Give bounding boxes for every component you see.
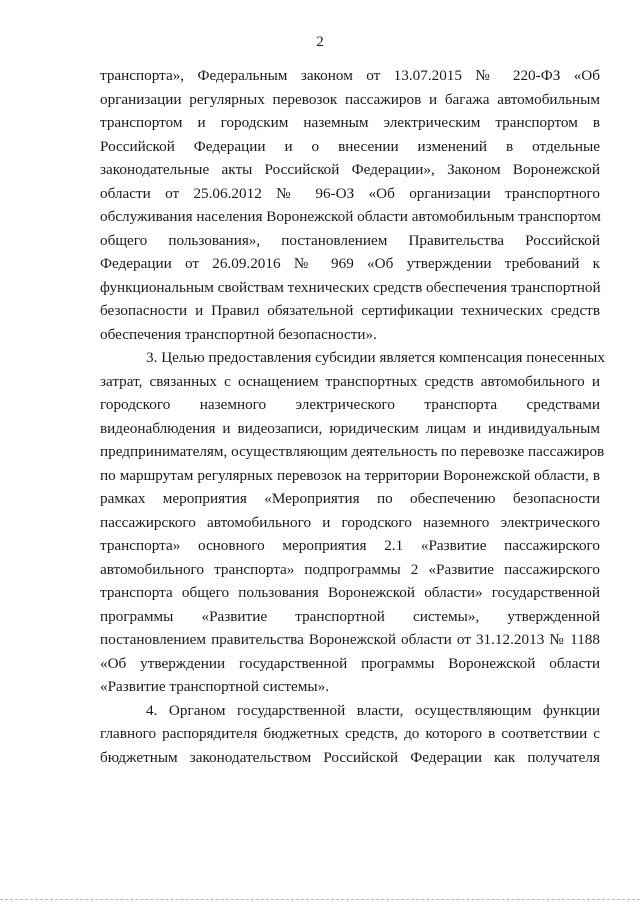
text-line: «Об утверждении государственной программы Воронежской области: [100, 654, 600, 672]
text-line: рамках мероприятия «Мероприятия по обеспечению безопасности: [100, 490, 600, 507]
page-number: 2: [316, 34, 324, 50]
text-line: безопасности и Правил обязательной сертификации технических средств: [100, 302, 600, 319]
text-line: транспорта общего пользования Воронежской области» государственной: [100, 584, 600, 601]
text-line: функциональным свойствам технических средств обеспечения транспортной: [100, 278, 601, 296]
scan-edge-line: [0, 899, 640, 900]
text-line: законодательные акты Российской Федерации», Законом Воронежской: [100, 161, 600, 178]
text-line: общего пользования», постановлением Правительства Российской: [100, 231, 600, 249]
document-body: [100, 64, 605, 769]
text-line: транспортом и городским наземным электрическим транспортом в: [100, 114, 600, 131]
text-line: программы «Развитие транспортной системы», утвержденной: [100, 607, 600, 625]
text-line: организации регулярных перевозок пассажиров и багажа автомобильным: [100, 90, 600, 108]
text-line: видеонаблюдения и видеозаписи, юридическим лицам и индивидуальным: [100, 419, 600, 437]
paragraph-item-4: [100, 699, 600, 770]
paragraph-item-3: [100, 346, 605, 699]
text-line: обеспечения транспортной безопасности».: [100, 325, 377, 343]
text-line: области от 25.06.2012 № 96-ОЗ «Об организации транспортного: [100, 184, 600, 202]
text-line: 3. Целью предоставления субсидии является компенсация понесенных: [146, 349, 605, 366]
text-line: Федерации от 26.09.2016 № 969 «Об утверждении требований к: [100, 255, 600, 272]
text-line: Российской Федерации и о внесении изменений в отдельные: [100, 137, 600, 155]
text-line: пассажирского автомобильного и городского наземного электрического: [100, 513, 600, 531]
text-line: затрат, связанных с оснащением транспортных средств автомобильного и: [100, 372, 600, 390]
text-line: «Развитие транспортной системы».: [100, 678, 329, 695]
text-line: постановлением правительства Воронежской области от 31.12.2013 № 1188: [100, 631, 600, 648]
paragraph-continuation: [100, 64, 600, 346]
text-line: автомобильного транспорта» подпрограммы 2 «Развитие пассажирского: [100, 560, 600, 578]
text-line: главного распорядителя бюджетных средств, до которого в соответствии с: [100, 725, 600, 742]
text-line: транспорта», Федеральным законом от 13.07.2015 № 220-ФЗ «Об: [100, 67, 600, 84]
text-line: бюджетным законодательством Российской Федерации как получателя: [100, 748, 600, 766]
text-line: обслуживания населения Воронежской области автомобильным транспортом: [100, 208, 601, 225]
text-line: городского наземного электрического транспорта средствами: [100, 396, 600, 413]
text-line: транспорта» основного мероприятия 2.1 «Развитие пассажирского: [100, 537, 600, 554]
text-line: предпринимателям, осуществляющим деятельность по перевозке пассажиров: [100, 443, 605, 460]
text-line: 4. Органом государственной власти, осуществляющим функции: [146, 701, 600, 719]
text-line: по маршрутам регулярных перевозок на территории Воронежской области, в: [100, 466, 600, 484]
